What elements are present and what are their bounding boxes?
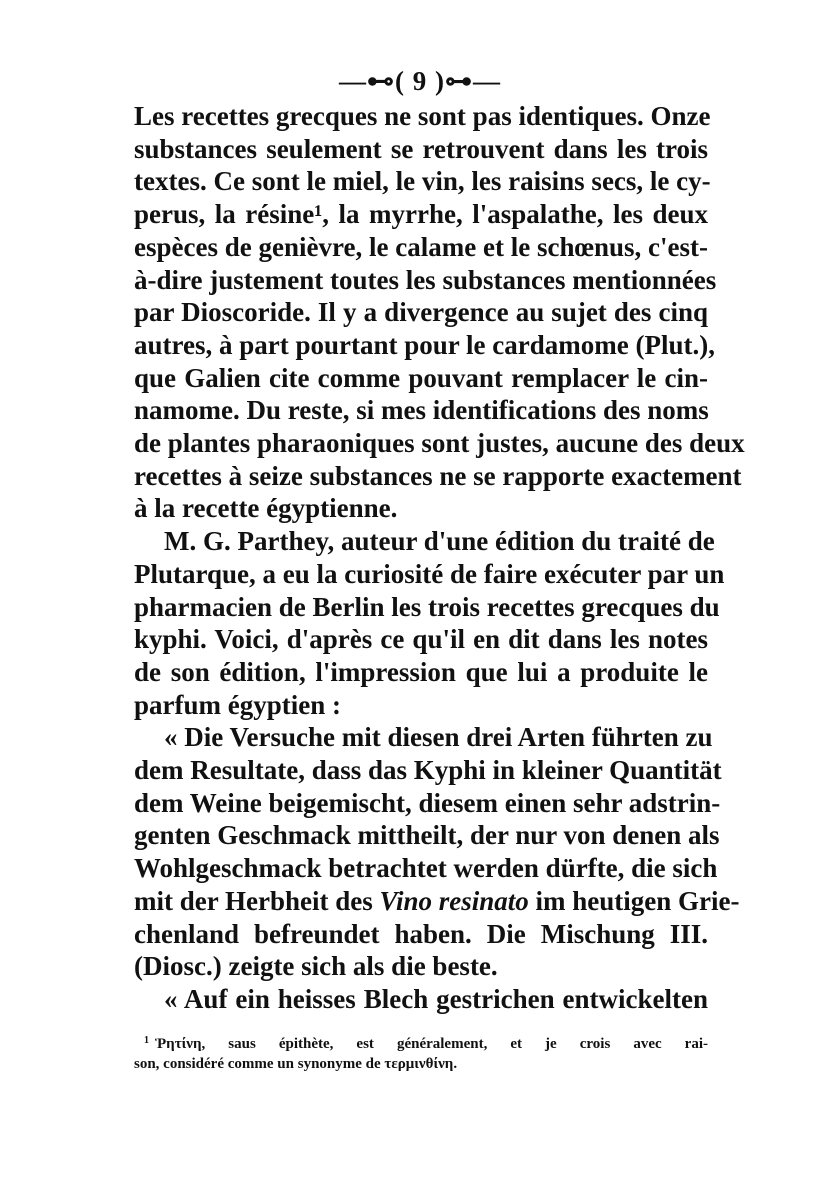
- text-line: parfum égyptien :: [134, 689, 341, 720]
- text-line: (Diosc.) zeigte sich als die beste.: [134, 951, 498, 982]
- footnote: [134, 1034, 708, 1074]
- text-line: « Auf ein heisses Blech gestrichen entwickelten: [164, 983, 708, 1014]
- main-text: [134, 100, 745, 1016]
- footnote-line: son, considéré comme un synonyme de τερμινθίνη.: [134, 1056, 458, 1072]
- text-line: par Dioscoride. Il y a divergence au sujet des cinq: [134, 297, 708, 328]
- text-line: à-dire justement toutes les substances mentionnées: [134, 264, 717, 295]
- paragraph-3-quote: [134, 721, 740, 983]
- text-line: pharmacien de Berlin les trois recettes grecques du: [134, 591, 720, 622]
- text-line: dem Weine beigemischt, diesem einen sehr adstrin-: [134, 787, 721, 818]
- text-line: Plutarque, a eu la curiosité de faire exécuter par un: [134, 558, 725, 589]
- text-line: à la recette égyptienne.: [134, 493, 398, 524]
- text-line: namome. Du reste, si mes identifications des noms: [134, 395, 709, 426]
- text-line: chenland befreundet haben. Die Mischung III.: [134, 918, 708, 949]
- text-line: recettes à seize substances ne se rapporte exactement: [134, 460, 742, 491]
- text-segment: mit der Herbheit des: [134, 885, 380, 916]
- paragraph-2: [134, 525, 725, 721]
- footnote-line: [134, 1034, 708, 1054]
- text-line: Wohlgeschmack betrachtet werden dürfte, die sich: [134, 853, 718, 884]
- footnote-marker: 1: [144, 1035, 149, 1046]
- footnote-text: Ῥητίνη, saus épithète, est généralement, et je crois avec rai-: [155, 1036, 708, 1052]
- text-line-with-italic: [134, 885, 740, 918]
- text-line: substances seulement se retrouvent dans les trois: [134, 133, 708, 164]
- text-line: « Die Versuche mit diesen drei Arten führten zu: [164, 722, 713, 753]
- text-line: autres, à part pourtant pour le cardamome (Plut.),: [134, 329, 715, 360]
- italic-term: Vino resinato: [379, 885, 529, 916]
- paragraph-1: [134, 100, 745, 525]
- text-line: M. G. Parthey, auteur d'une édition du traité de: [164, 526, 715, 557]
- text-line: textes. Ce sont le miel, le vin, les raisins secs, le cy-: [134, 166, 711, 197]
- text-line: kyphi. Voici, d'après ce qu'il en dit dans les notes: [134, 624, 708, 655]
- text-line: espèces de genièvre, le calame et le schœnus, c'est-: [134, 231, 708, 262]
- text-line: de son édition, l'impression que lui a produite le: [134, 656, 708, 687]
- text-line: perus, la résine¹, la myrrhe, l'aspalathe, les deux: [134, 199, 708, 230]
- text-line: que Galien cite comme pouvant remplacer le cin-: [134, 362, 708, 393]
- paragraph-4-quote: [134, 983, 708, 1016]
- page-number-header: —⊷( 9 )⊶—: [339, 66, 501, 96]
- text-line: Les recettes grecques ne sont pas identiques. Onze: [134, 101, 711, 131]
- text-line: de plantes pharaoniques sont justes, aucune des deux: [134, 428, 745, 459]
- text-segment: im heutigen Grie-: [528, 885, 740, 916]
- text-line: genten Geschmack mittheilt, der nur von denen als: [134, 820, 720, 851]
- text-line: dem Resultate, dass das Kyphi in kleiner Quantität: [134, 755, 722, 786]
